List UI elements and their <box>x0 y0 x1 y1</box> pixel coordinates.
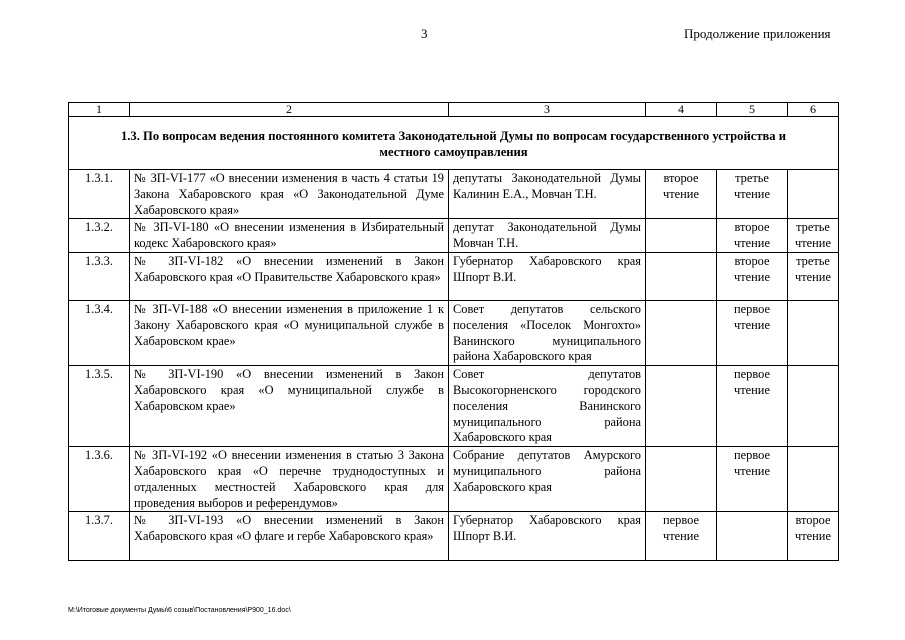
reading-col6 <box>788 170 839 219</box>
row-number: 1.3.4. <box>69 300 130 365</box>
reading-col5: второе чтение <box>717 252 788 300</box>
reading-col4: первое чтение <box>646 512 717 561</box>
reading-col4 <box>646 366 717 447</box>
bill-title: № ЗП-VI-177 «О внесении изменения в часть 4 статьи 19 Закона Хабаровского края «О Законодательной Думе Хабаровского края» <box>130 170 449 219</box>
row-number: 1.3.6. <box>69 447 130 512</box>
row-number: 1.3.1. <box>69 170 130 219</box>
column-number: 4 <box>646 103 717 117</box>
bill-title: № ЗП-VI-188 «О внесении изменения в приложение 1 к Закону Хабаровского края «О муниципальной службе в Хабаровском крае» <box>130 300 449 365</box>
bill-author: Совет депутатов сельского поселения «Поселок Монгохто» Ванинского муниципального района Хабаровского края <box>449 300 646 365</box>
continuation-label: Продолжение приложения <box>684 26 831 41</box>
column-number: 6 <box>788 103 839 117</box>
bill-author: депутаты Законодательной Думы Калинин Е.А., Мовчан Т.Н. <box>449 170 646 219</box>
reading-col6: третье чтение <box>788 252 839 300</box>
bill-author: Губернатор Хабаровского края Шпорт В.И. <box>449 512 646 561</box>
reading-col4 <box>646 300 717 365</box>
reading-col5: первое чтение <box>717 447 788 512</box>
bill-author: депутат Законодательной Думы Мовчан Т.Н. <box>449 219 646 253</box>
reading-col6 <box>788 366 839 447</box>
reading-col6 <box>788 447 839 512</box>
reading-col5: первое чтение <box>717 366 788 447</box>
reading-col4: второе чтение <box>646 170 717 219</box>
reading-col6 <box>788 300 839 365</box>
reading-col5 <box>717 512 788 561</box>
column-number: 5 <box>717 103 788 117</box>
table-row <box>69 512 839 561</box>
bill-author: Совет депутатов Высокогорненского городского поселения Ванинского муниципального района Хабаровского края <box>449 366 646 447</box>
section-heading-row <box>69 117 839 170</box>
reading-col5: первое чтение <box>717 300 788 365</box>
bill-title: № ЗП-VI-182 «О внесении изменений в Закон Хабаровского края «О Правительстве Хабаровского края» <box>130 252 449 300</box>
reading-col6: третье чтение <box>788 219 839 253</box>
section-title: 1.3. По вопросам ведения постоянного комитета Законодательной Думы по вопросам государственного устройства и местного самоуправления <box>69 117 839 170</box>
reading-col5: третье чтение <box>717 170 788 219</box>
row-number: 1.3.7. <box>69 512 130 561</box>
table-row <box>69 170 839 219</box>
reading-col4 <box>646 447 717 512</box>
bill-author: Собрание депутатов Амурского муниципального района Хабаровского края <box>449 447 646 512</box>
bill-title: № ЗП-VI-193 «О внесении изменений в Закон Хабаровского края «О флаге и гербе Хабаровского края» <box>130 512 449 561</box>
bill-title: № ЗП-VI-190 «О внесении изменений в Закон Хабаровского края «О муниципальной службе в Хабаровском крае» <box>130 366 449 447</box>
table-row <box>69 366 839 447</box>
reading-col4 <box>646 219 717 253</box>
column-number: 1 <box>69 103 130 117</box>
bill-author: Губернатор Хабаровского края Шпорт В.И. <box>449 252 646 300</box>
file-path-footer: M:\Итоговые документы Думы\6 созыв\Постановления\P900_16.doc\ <box>68 607 291 614</box>
row-number: 1.3.2. <box>69 219 130 253</box>
table-row <box>69 252 839 300</box>
reading-col6: второе чтение <box>788 512 839 561</box>
table-row <box>69 219 839 253</box>
bill-title: № ЗП-VI-192 «О внесении изменения в статью 3 Закона Хабаровского края «О перечне труднодоступных и отдаленных местностей Хабаровского края для проведения выборов и референдумов» <box>130 447 449 512</box>
table-row <box>69 447 839 512</box>
column-number: 2 <box>130 103 449 117</box>
row-number: 1.3.5. <box>69 366 130 447</box>
column-number-row <box>69 103 839 117</box>
column-number: 3 <box>449 103 646 117</box>
bill-title: № ЗП-VI-180 «О внесении изменения в Избирательный кодекс Хабаровского края» <box>130 219 449 253</box>
reading-col4 <box>646 252 717 300</box>
row-number: 1.3.3. <box>69 252 130 300</box>
page-number: 3 <box>421 26 428 41</box>
reading-col5: второе чтение <box>717 219 788 253</box>
agenda-table <box>68 102 839 561</box>
table-row <box>69 300 839 365</box>
